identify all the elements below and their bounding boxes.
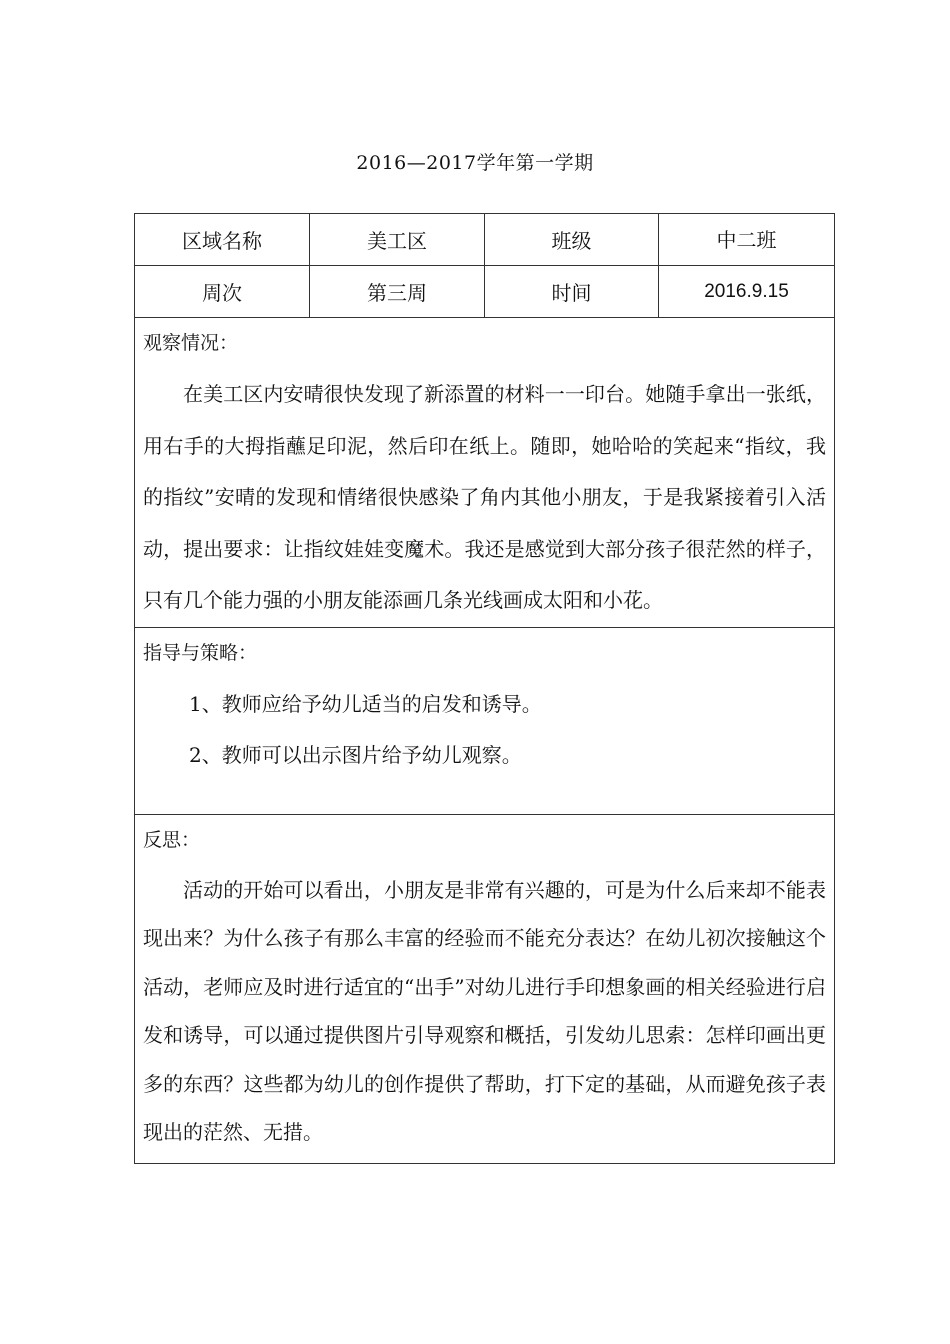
guidance-row [135,627,835,814]
guidance-section [135,627,835,814]
reflection-text: 活动的开始可以看出，小朋友是非常有兴趣的，可是为什么后来却不能表现出来？为什么孩子有那么丰富的经验而不能充分表达？在幼儿初次接触这个活动，老师应及时进行适宜的“出手”对幼儿进行手印想象画的相关经验进行启发和诱导，可以通过提供图片引导观察和概括，引发幼儿思索：怎样印画出更多的东西？这些都为幼儿的创作提供了帮助，打下定的基础，从而避免孩子表现出的茫然、无措。 [143,877,826,1144]
guidance-label: 指导与策略： [143,641,258,664]
header-row-week-date [135,266,835,318]
guidance-item: 2、教师可以出示图片给予幼儿观察。 [189,742,522,767]
reflection-label: 反思： [143,828,201,851]
class-label: 班级 [485,214,659,266]
observation-text: 在美工区内安晴很快发现了新添置的材料一一印台。她随手拿出一张纸，用右手的大拇指蘸足印泥，然后印在纸上。随即，她哈哈的笑起来“指纹，我的指纹”安晴的发现和情绪很快感染了角内其他小朋友，于是我紧接着引入活动，提出要求：让指纹娃娃变魔术。我还是感觉到大部分孩子很茫然的样子，只有几个能力强的小朋友能添画几条光线画成太阳和小花。 [143,382,826,612]
reflection-row [135,814,835,1163]
week-label: 周次 [135,266,310,318]
date-label: 时间 [485,266,659,318]
activity-record-table [134,213,835,1164]
page-title: 2016—2017学年第一学期 [356,152,594,174]
date-value: 2016.9.15 [659,266,835,318]
observation-row [135,318,835,628]
area-name-label: 区域名称 [135,214,310,266]
observation-section [135,318,835,628]
observation-label: 观察情况： [143,332,239,354]
reflection-section [135,814,835,1163]
area-name-value: 美工区 [310,214,485,266]
week-value: 第三周 [310,266,485,318]
guidance-item: 1、教师应给予幼儿适当的启发和诱导。 [189,691,542,716]
class-value: 中二班 [659,214,835,266]
guidance-list [143,679,826,814]
header-row-area-class [135,214,835,266]
